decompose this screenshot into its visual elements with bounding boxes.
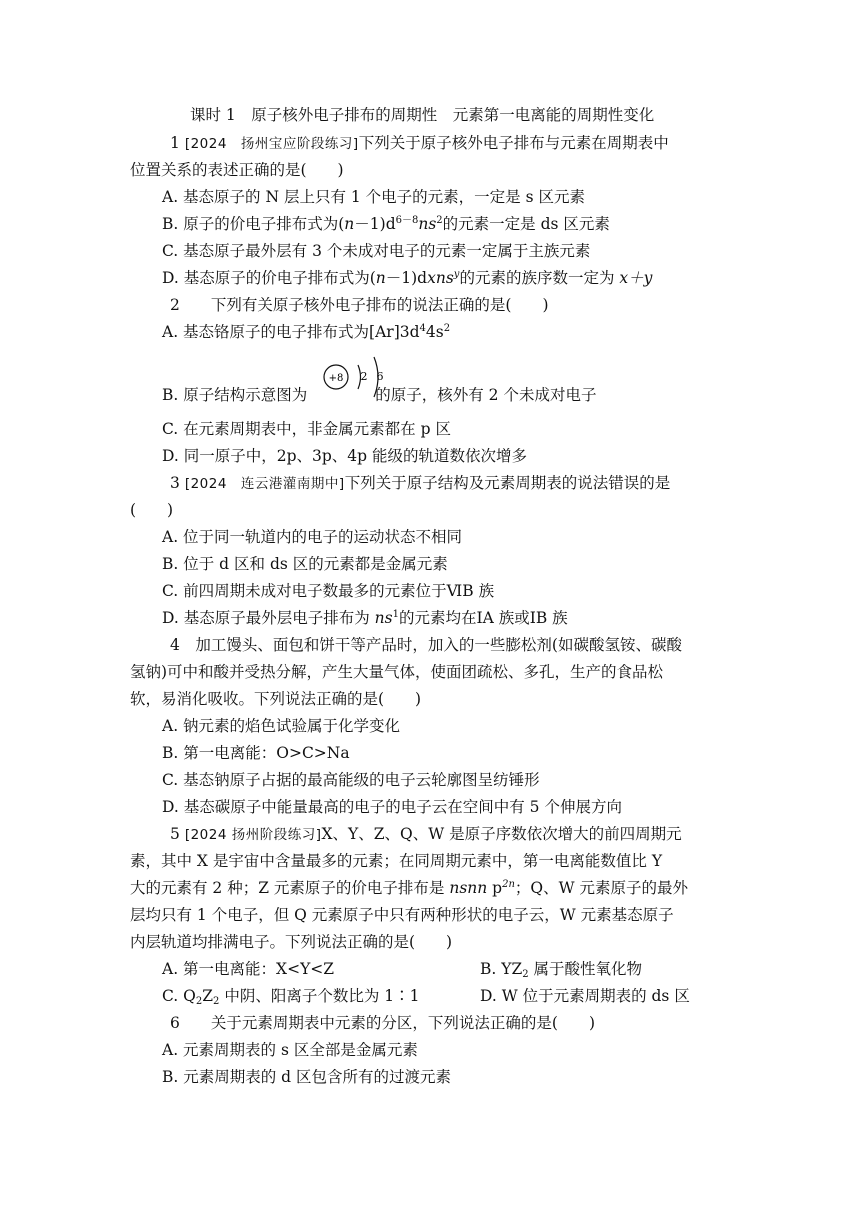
- question-4-stem-cont: 软，易消化吸收。下列说法正确的是( ): [130, 690, 422, 708]
- q4-option-c: C. 基态钠原子占据的最高能级的电子云轮廓图呈纺锤形: [162, 771, 540, 789]
- question-5-stem-cont: 层均只有 1 个电子，但 Q 元素原子中只有两种形状的电子云，W 元素基态原子: [130, 906, 674, 924]
- question-source: [2024 连云港灌南期中]: [184, 476, 345, 492]
- question-3-stem-cont: ( ): [130, 501, 174, 519]
- q4-option-b: B. 第一电离能：O>C>Na: [162, 744, 350, 762]
- question-number: 4: [170, 636, 180, 654]
- question-5-stem-cont: 素，其中 X 是宇宙中含量最多的元素；在同周期元素中，第一电离能数值比 Y: [130, 852, 663, 870]
- q6-option-b: B. 元素周期表的 d 区包含所有的过渡元素: [162, 1068, 452, 1086]
- question-1-stem-cont: 位置关系的表述正确的是( ): [130, 161, 344, 179]
- question-number: 2: [170, 296, 180, 314]
- question-number: 6: [170, 1014, 180, 1032]
- q1-option-c: C. 基态原子最外层有 3 个未成对电子的元素一定属于主族元素: [162, 242, 591, 260]
- question-3-stem: 3 [2024 连云港灌南期中]下列关于原子结构及元素周期表的说法错误的是: [170, 474, 671, 492]
- q1-option-b: B. 原子的价电子排布式为$(n-1)d^{6-8}ns^2$的元素一定是 ds 区元素: [162, 215, 610, 233]
- q5-option-d: D. W 位于元素周期表的 ds 区: [480, 987, 690, 1005]
- question-source: [2024 扬州阶段练习]: [184, 827, 322, 843]
- nucleus-charge: +8: [328, 373, 344, 384]
- question-6-stem: 6 关于元素周期表中元素的分区，下列说法正确的是( ): [170, 1014, 595, 1032]
- question-1-stem: 1 [2024 扬州宝应阶段练习]下列关于原子核外电子排布与元素在周期表中: [170, 134, 669, 152]
- q1-option-d: D. 基态原子的价电子排布式为(n－1)dxns$^y$的元素的族序数一定为 x＋y: [162, 269, 653, 287]
- shell-2-electrons: 6: [376, 370, 384, 383]
- q3-option-a: A. 位于同一轨道内的电子的运动状态不相同: [162, 528, 463, 546]
- q1-option-a: A. 基态原子的 N 层上只有 1 个电子的元素，一定是 s 区元素: [162, 188, 585, 206]
- question-4-stem-cont: 氢钠)可中和酸并受热分解，产生大量气体，使面团疏松、多孔，生产的食品松: [130, 663, 664, 681]
- q5-option-b: B. $YZ_2$ 属于酸性氧化物: [480, 960, 643, 980]
- atom-structure-diagram: [322, 355, 392, 401]
- question-5-stem: 5 [2024 扬州阶段练习]X、Y、Z、Q、W 是原子序数依次增大的前四周期元: [170, 825, 682, 843]
- question-source: [2024 扬州宝应阶段练习]: [184, 136, 359, 152]
- question-5-stem-cont: 大的元素有 2 种；Z 元素原子的价电子排布是 nsnn $p^{2n}$；Q、W 元素原子的最外: [130, 879, 688, 897]
- q2-option-a: A. 基态铬原子的电子排布式为$[Ar]3d^44s^2$: [162, 323, 451, 341]
- q4-option-d: D. 基态碳原子中能量最高的电子的电子云在空间中有 5 个伸展方向: [162, 798, 622, 816]
- q4-option-a: A. 钠元素的焰色试验属于化学变化: [162, 717, 401, 735]
- question-number: 3: [170, 474, 180, 492]
- shell-1-electrons: 2: [360, 370, 368, 383]
- q6-option-a: A. 元素周期表的 s 区全部是金属元素: [162, 1041, 418, 1059]
- q2-option-c: C. 在元素周期表中，非金属元素都在 p 区: [162, 420, 451, 438]
- q5-option-a: A. 第一电离能：X<Y<Z: [162, 960, 335, 978]
- q2-option-b: B. 原子结构示意图为 的原子，核外有 2 个未成对电子: [162, 386, 597, 404]
- q3-option-b: B. 位于 d 区和 ds 区的元素都是金属元素: [162, 555, 448, 573]
- q5-option-c: C. $Q_2Z_2$ 中阴、阳离子个数比为 1∶1: [162, 987, 420, 1007]
- q3-option-d: D. 基态原子最外层电子排布为 $ns^1$的元素均在ⅠA 族或ⅠB 族: [162, 609, 568, 627]
- question-5-stem-cont: 内层轨道均排满电子。下列说法正确的是( ): [130, 933, 453, 951]
- question-2-stem: 2 下列有关原子核外电子排布的说法正确的是( ): [170, 296, 549, 314]
- question-number: 5: [170, 825, 180, 843]
- question-number: 1: [170, 134, 180, 152]
- lesson-title: 课时 1 原子核外电子排布的周期性 元素第一电离能的周期性变化: [190, 106, 655, 124]
- question-4-stem: 4 加工馒头、面包和饼干等产品时，加入的一些膨松剂(如碳酸氢铵、碳酸: [170, 636, 682, 654]
- q3-option-c: C. 前四周期未成对电子数最多的元素位于ⅥB 族: [162, 582, 495, 600]
- q2-option-d: D. 同一原子中，2p、3p、4p 能级的轨道数依次增多: [162, 447, 528, 465]
